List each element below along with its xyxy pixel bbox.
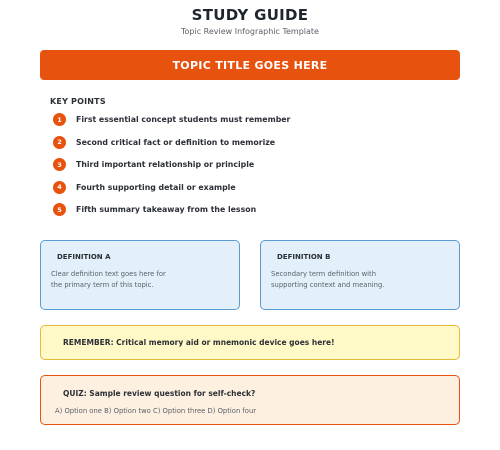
key-point-text: Fifth summary takeaway from the lesson [76, 205, 257, 214]
quiz-card [40, 375, 460, 425]
key-point-number-badge: 4 [53, 181, 66, 194]
definition-b-title: DEFINITION B [277, 253, 331, 261]
definition-a-card [40, 240, 240, 310]
key-point-number-badge: 2 [53, 136, 66, 149]
key-point-text: Fourth supporting detail or example [76, 182, 236, 192]
key-point-item [53, 135, 473, 150]
quiz-options: A) Option one B) Option two C) Option three D) Option four [55, 407, 257, 415]
definition-b-body: Secondary term definition with supporting context and meaning. [271, 270, 385, 289]
key-point-text: Second critical fact or definition to memorize [76, 137, 276, 147]
definition-a-title: DEFINITION A [57, 253, 111, 261]
key-point-item [53, 112, 473, 127]
key-points-heading: KEY POINTS [50, 97, 106, 106]
key-point-text: First essential concept students must remember [76, 115, 291, 124]
key-point-number-badge: 1 [53, 113, 66, 126]
remember-text: REMEMBER: Critical memory aid or mnemonic device goes here! [63, 338, 335, 347]
page-title: STUDY GUIDE [191, 6, 309, 24]
definition-a-body: Clear definition text goes here for the primary term of this topic. [51, 270, 166, 289]
topic-banner [40, 50, 460, 80]
key-point-text: Third important relationship or principle [76, 160, 255, 169]
key-point-item [53, 180, 473, 195]
remember-callout [40, 325, 460, 360]
page-subtitle: Topic Review Infographic Template [181, 27, 319, 36]
definition-b-card [260, 240, 460, 310]
key-point-item [53, 157, 473, 172]
topic-title: TOPIC TITLE GOES HERE [172, 58, 328, 72]
key-points-list [53, 112, 473, 225]
key-point-number-badge: 5 [53, 203, 66, 216]
key-point-number-badge: 3 [53, 158, 66, 171]
quiz-question: QUIZ: Sample review question for self-check? [63, 389, 256, 398]
key-point-item [53, 202, 473, 217]
